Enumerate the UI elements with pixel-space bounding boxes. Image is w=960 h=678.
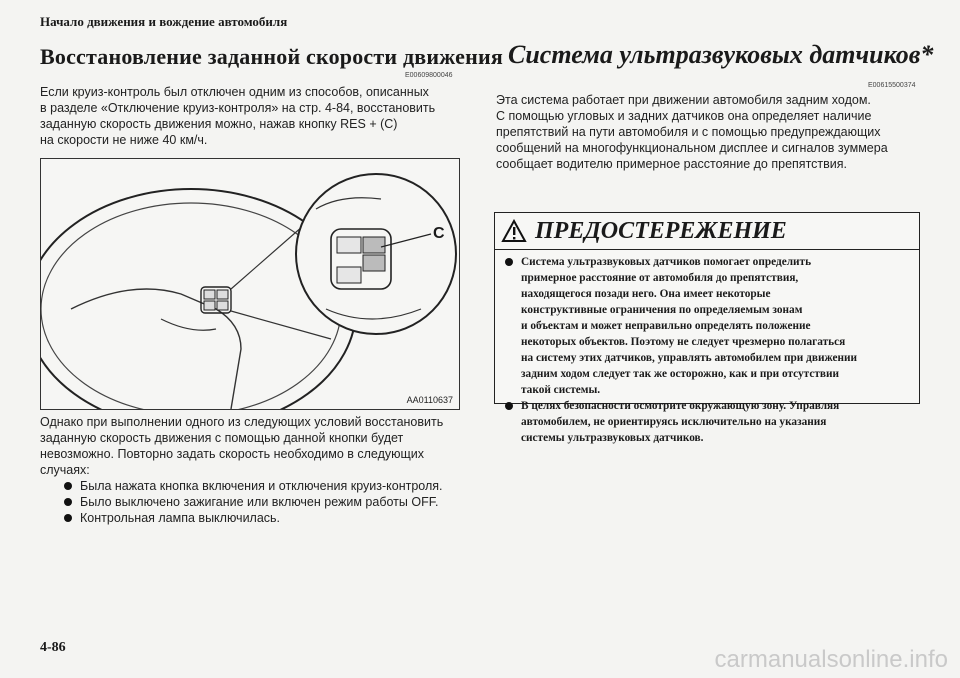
text-line: находящегося позади него. Она имеет некоторые (521, 288, 771, 300)
warning-title: ПРЕДОСТЕРЕЖЕНИЕ (535, 217, 787, 244)
text-line: в разделе «Отключение круиз-контроля» на стр. 4-84, восстановить (40, 101, 436, 115)
right-code: E00615500374 (868, 82, 916, 89)
warning-box (494, 212, 920, 444)
text-line: В целях безопасности осмотрите окружающую зону. Управляя (521, 400, 840, 412)
text-line: примерное расстояние от автомобиля до препятствия, (521, 272, 799, 284)
right-paragraph (496, 92, 916, 172)
right-title: Система ультразвуковых датчиков* (508, 40, 934, 69)
list-item (505, 398, 909, 446)
text-line: Если круиз-контроль был отключен одним из способов, описанных (40, 85, 429, 99)
left-paragraph-2 (40, 414, 480, 478)
text-line: Эта система работает при движении автомобиля задним ходом. (496, 93, 871, 107)
text-line: заданную скорость движения можно, нажав кнопку RES + (C) (40, 117, 398, 131)
text-line: С помощью угловых и задних датчиков она определяет наличие (496, 109, 872, 123)
steering-wheel-illustration (41, 159, 459, 409)
text-line: сообщает водителю примерное расстояние до препятствия. (496, 157, 847, 171)
warning-header (495, 213, 919, 250)
warning-body (495, 250, 919, 446)
callout-c-label: C (433, 225, 445, 242)
left-paragraph-1 (40, 84, 480, 148)
bullet-icon (505, 258, 513, 266)
text-line: сообщений на многофункциональном дисплее и сигналов зуммера (496, 141, 888, 155)
list-item (64, 494, 484, 510)
bullet-icon (64, 482, 72, 490)
text-line: невозможно. Повторно задать скорость необходимо в следующих (40, 447, 425, 461)
text-line: заданную скорость движения с помощью данной кнопки будет (40, 431, 404, 445)
list-item (64, 478, 484, 494)
bullet-icon (505, 402, 513, 410)
left-bullet-list (64, 478, 484, 526)
text-line: Система ультразвуковых датчиков помогает определить (521, 256, 812, 268)
text-line: некоторых объектов. Поэтому не следует чрезмерно полагаться (521, 336, 846, 348)
text-line: и объектам и может неправильно определять положение (521, 320, 811, 332)
steering-wheel-figure (40, 158, 460, 410)
figure-code: AA0110637 (406, 395, 453, 405)
left-title: Восстановление заданной скорости движения (40, 44, 503, 69)
list-item-text: Была нажата кнопка включения и отключения круиз-контроля. (80, 479, 443, 493)
text-line: случаях: (40, 463, 90, 477)
left-code: E00609800046 (405, 72, 453, 79)
text-line: на скорости не ниже 40 км/ч. (40, 133, 208, 147)
list-item (64, 510, 484, 526)
text-line: такой системы. (521, 384, 601, 396)
bullet-icon (64, 498, 72, 506)
list-item-text: Было выключено зажигание или включен режим работы OFF. (80, 495, 439, 509)
section-header: Начало движения и вождение автомобиля (40, 14, 288, 29)
bullet-icon (64, 514, 72, 522)
text-line: на систему этих датчиков, управлять автомобилем при движении (521, 352, 858, 364)
page-number: 4-86 (40, 640, 66, 655)
warning-triangle-icon (501, 219, 527, 243)
text-line: задним ходом следует так же осторожно, как и при отсутствии (521, 368, 840, 380)
text-line: конструктивные ограничения по определяемым зонам (521, 304, 803, 316)
list-item (505, 254, 909, 398)
text-line: автомобилем, не ориентируясь исключительно на указания (521, 416, 827, 428)
text-line: системы ультразвуковых датчиков. (521, 432, 704, 444)
text-line: Однако при выполнении одного из следующих условий восстановить (40, 415, 444, 429)
watermark: carmanualsonline.info (714, 646, 948, 673)
list-item-text: Контрольная лампа выключилась. (80, 511, 281, 525)
text-line: препятствий на пути автомобиля и с помощью предупреждающих (496, 125, 881, 139)
